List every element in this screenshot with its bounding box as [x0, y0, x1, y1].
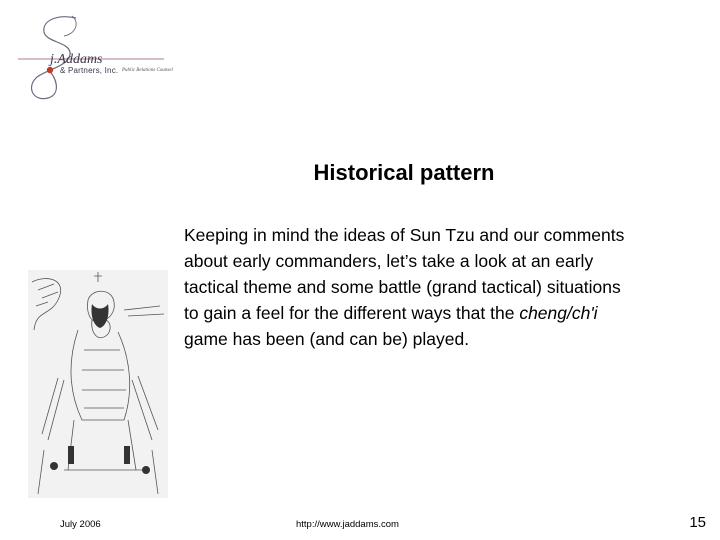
enthroned-king-sketch [28, 270, 168, 498]
body-text-part-2: game has been (and can be) played. [184, 329, 470, 349]
ancient-king-illustration [28, 270, 168, 498]
footer-url-link[interactable]: http://www.jaddams.com [296, 519, 399, 530]
logo-name: j.Addams [50, 52, 103, 67]
body-text-part-1: Keeping in mind the ideas of Sun Tzu and our comments about early commanders, let’s take a look at an early tactical theme and some battle (grand tactical) situations to gain a feel for the different ways that the [184, 225, 625, 323]
company-logo [14, 12, 174, 104]
footer-date: July 2006 [60, 519, 101, 530]
slide-body-text [184, 222, 634, 352]
logo-partners: & Partners, Inc. [60, 66, 119, 75]
slide-title: Historical pattern [313, 160, 495, 185]
page-number: 15 [689, 514, 706, 531]
body-text-emphasis: cheng/ch'i [519, 303, 598, 323]
logo-tagline: Public Relations Counsel [122, 68, 173, 73]
